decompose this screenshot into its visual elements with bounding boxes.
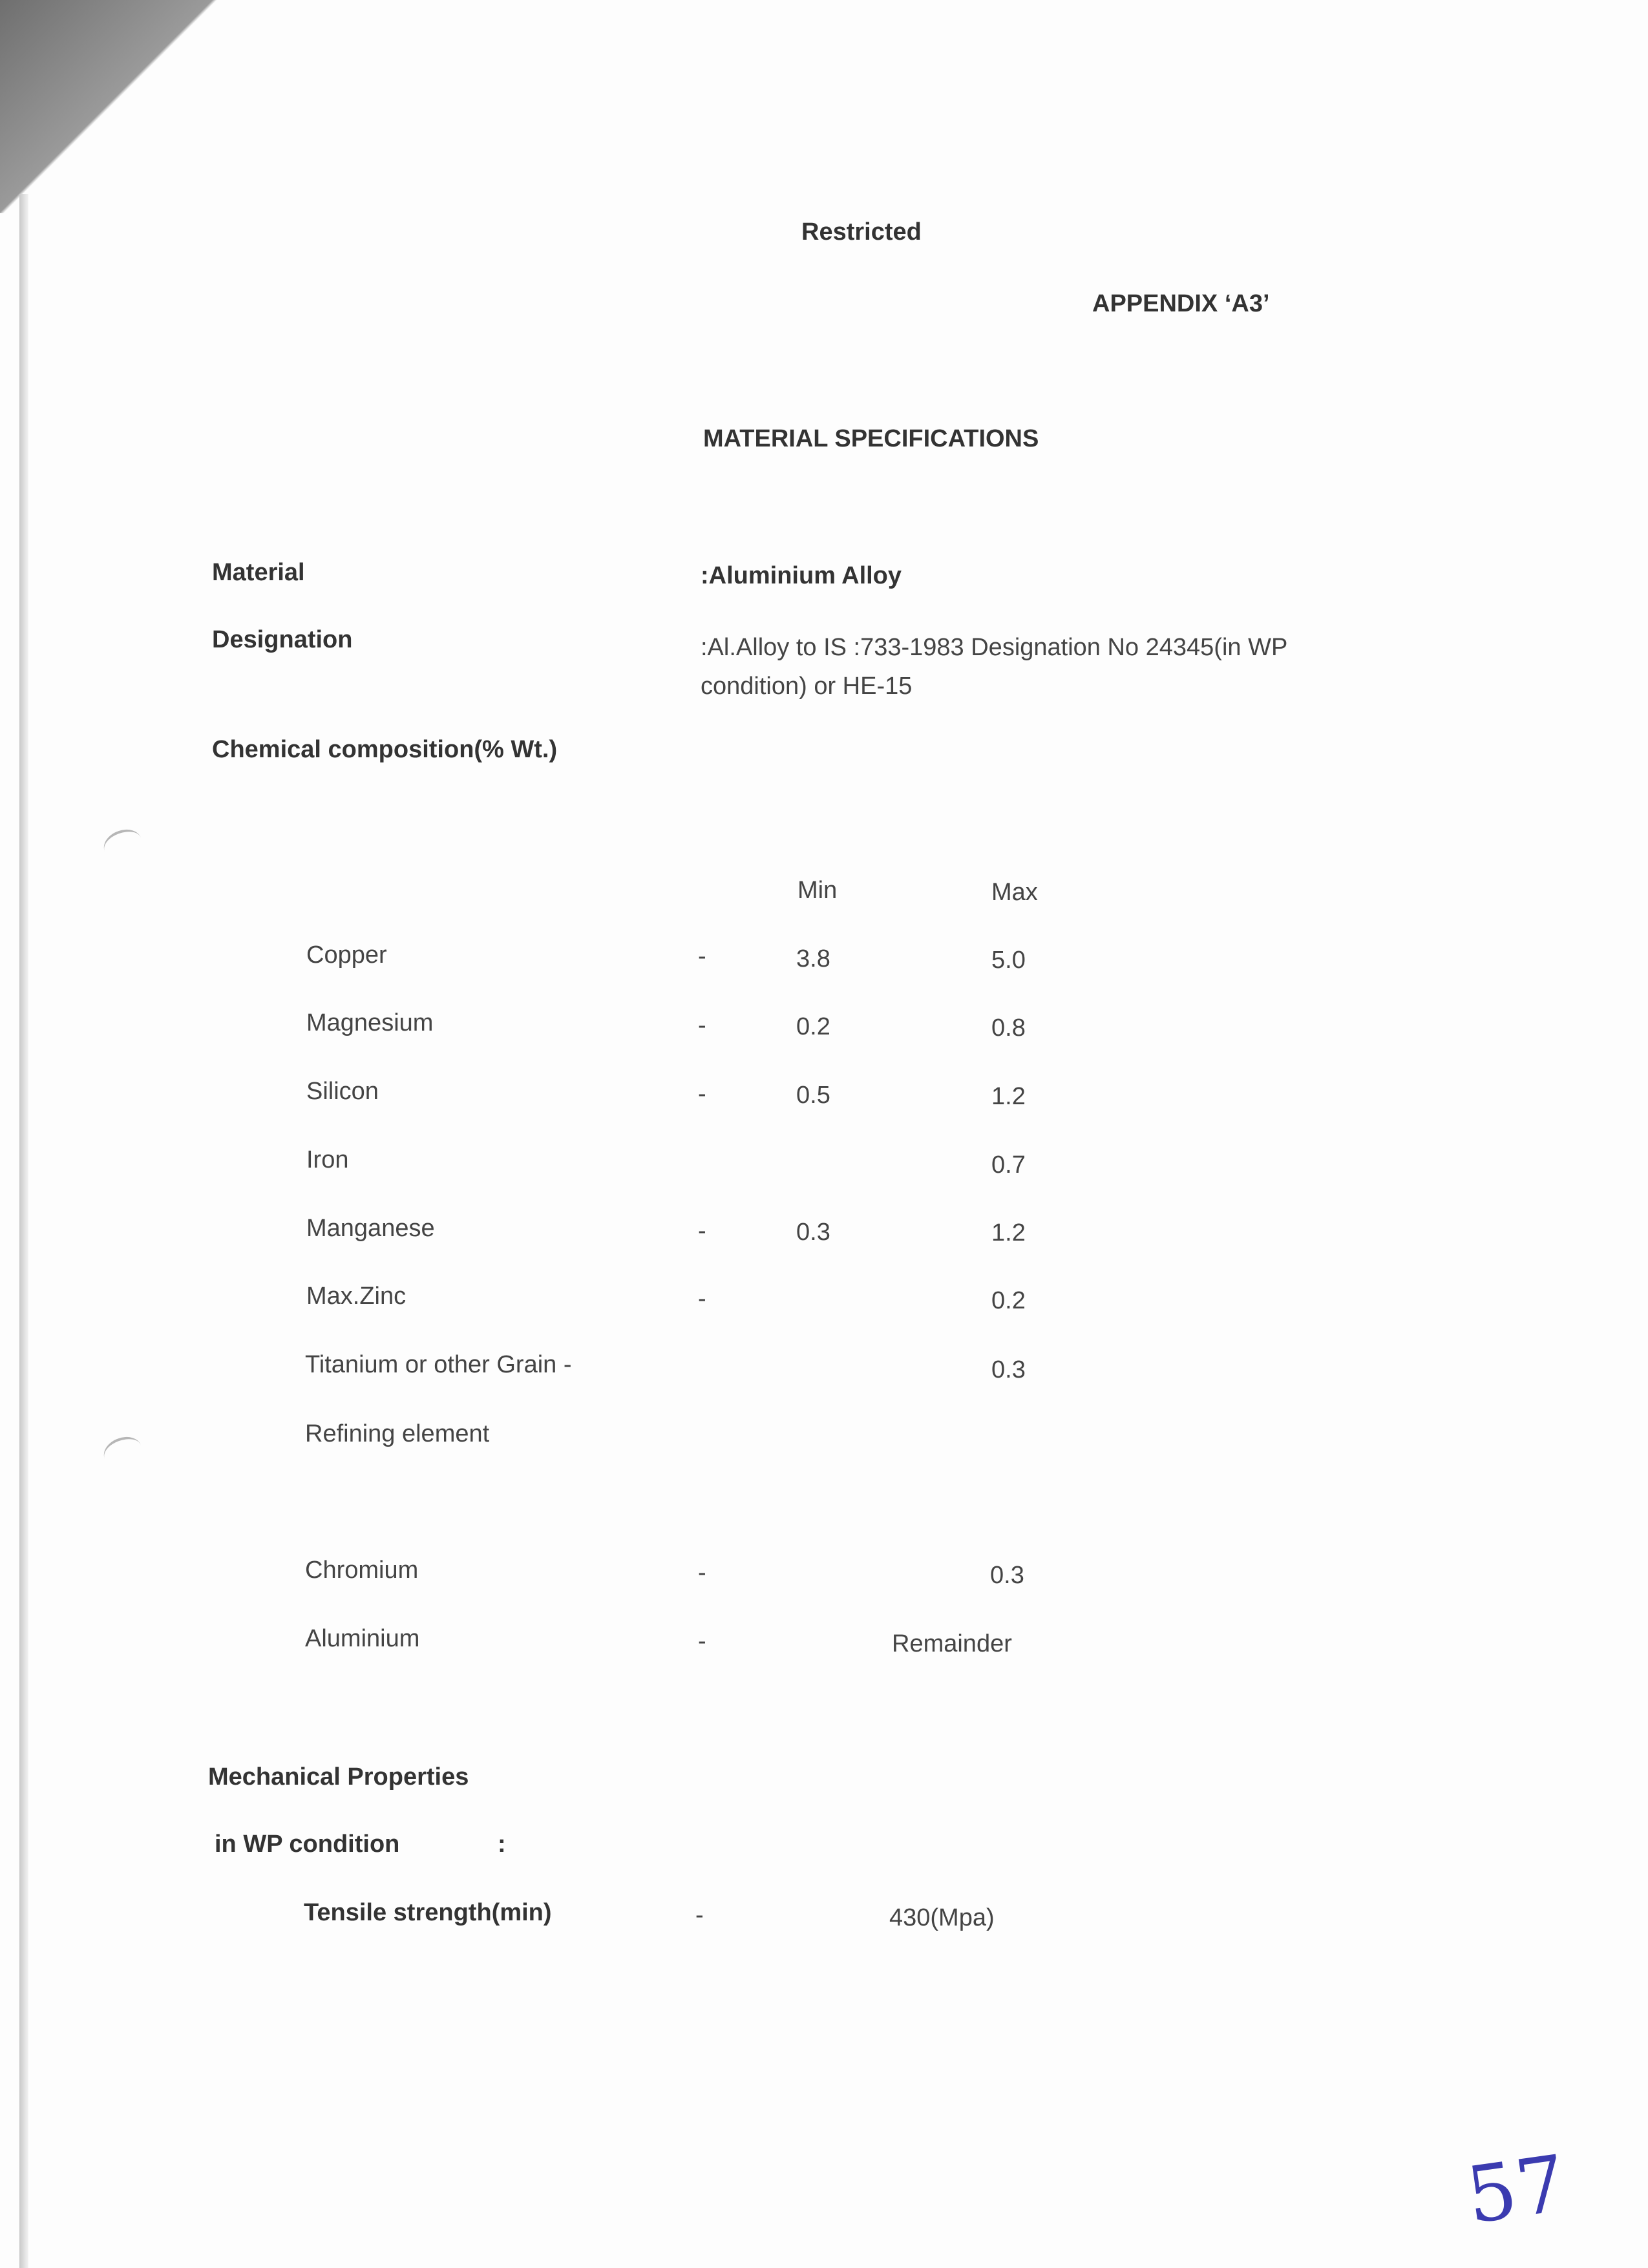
element-max: 5.0 [991, 947, 1026, 974]
element-name: Chromium [305, 1557, 419, 1584]
page-title: MATERIAL SPECIFICATIONS [703, 425, 1039, 452]
element-name: Manganese [306, 1215, 435, 1242]
element-name: Refining element [305, 1420, 490, 1447]
mechanical-colon: : [498, 1831, 506, 1858]
classification-label: Restricted [801, 218, 922, 246]
row-dash: - [698, 1285, 706, 1312]
material-label: Material [212, 559, 305, 586]
designation-value: :Al.Alloy to IS :733-1983 Designation No 24345(in WP condition) or HE-15 [701, 634, 1287, 700]
tensile-label: Tensile strength(min) [304, 1899, 552, 1926]
mechanical-heading: Mechanical Properties [208, 1763, 469, 1790]
element-max: 1.2 [991, 1219, 1026, 1246]
scan-smudge [100, 824, 145, 865]
chemical-heading: Chemical composition(% Wt.) [212, 736, 558, 763]
element-max: 0.2 [991, 1287, 1026, 1314]
element-min: 0.5 [796, 1082, 830, 1109]
row-dash: - [698, 1080, 706, 1108]
element-name: Titanium or other Grain - [305, 1351, 572, 1378]
element-max: Remainder [892, 1630, 1012, 1657]
element-max: 0.3 [990, 1562, 1024, 1589]
element-name: Magnesium [306, 1009, 434, 1036]
row-dash: - [698, 1012, 706, 1039]
element-max: 1.2 [991, 1083, 1026, 1110]
element-max: 0.3 [991, 1356, 1026, 1383]
element-name: Copper [306, 941, 387, 969]
appendix-label: APPENDIX ‘A3’ [1092, 290, 1270, 317]
row-dash: - [698, 1217, 706, 1244]
col-min-header: Min [798, 877, 838, 904]
tensile-dash: - [695, 1902, 704, 1929]
row-dash: - [698, 943, 706, 970]
mechanical-condition: in WP condition [215, 1831, 400, 1858]
element-min: 0.2 [796, 1013, 830, 1040]
element-max: 0.7 [991, 1151, 1026, 1179]
material-value: :Aluminium Alloy [701, 562, 902, 589]
col-max-header: Max [991, 879, 1038, 906]
row-dash: - [698, 1559, 706, 1586]
page-edge-shadow [19, 194, 28, 2268]
element-name: Silicon [306, 1078, 379, 1105]
element-max: 0.8 [991, 1014, 1026, 1042]
element-name: Iron [306, 1146, 349, 1173]
row-dash: - [698, 1628, 706, 1655]
element-name: Aluminium [305, 1625, 420, 1652]
handwritten-page-number: 57 [1461, 2139, 1572, 2242]
designation-label: Designation [212, 626, 353, 653]
tensile-value: 430(Mpa) [889, 1904, 995, 1931]
element-min: 3.8 [796, 945, 830, 972]
element-name: Max.Zinc [306, 1283, 407, 1310]
folded-corner [0, 0, 259, 213]
scan-smudge [100, 1432, 145, 1472]
element-min: 0.3 [796, 1219, 830, 1246]
